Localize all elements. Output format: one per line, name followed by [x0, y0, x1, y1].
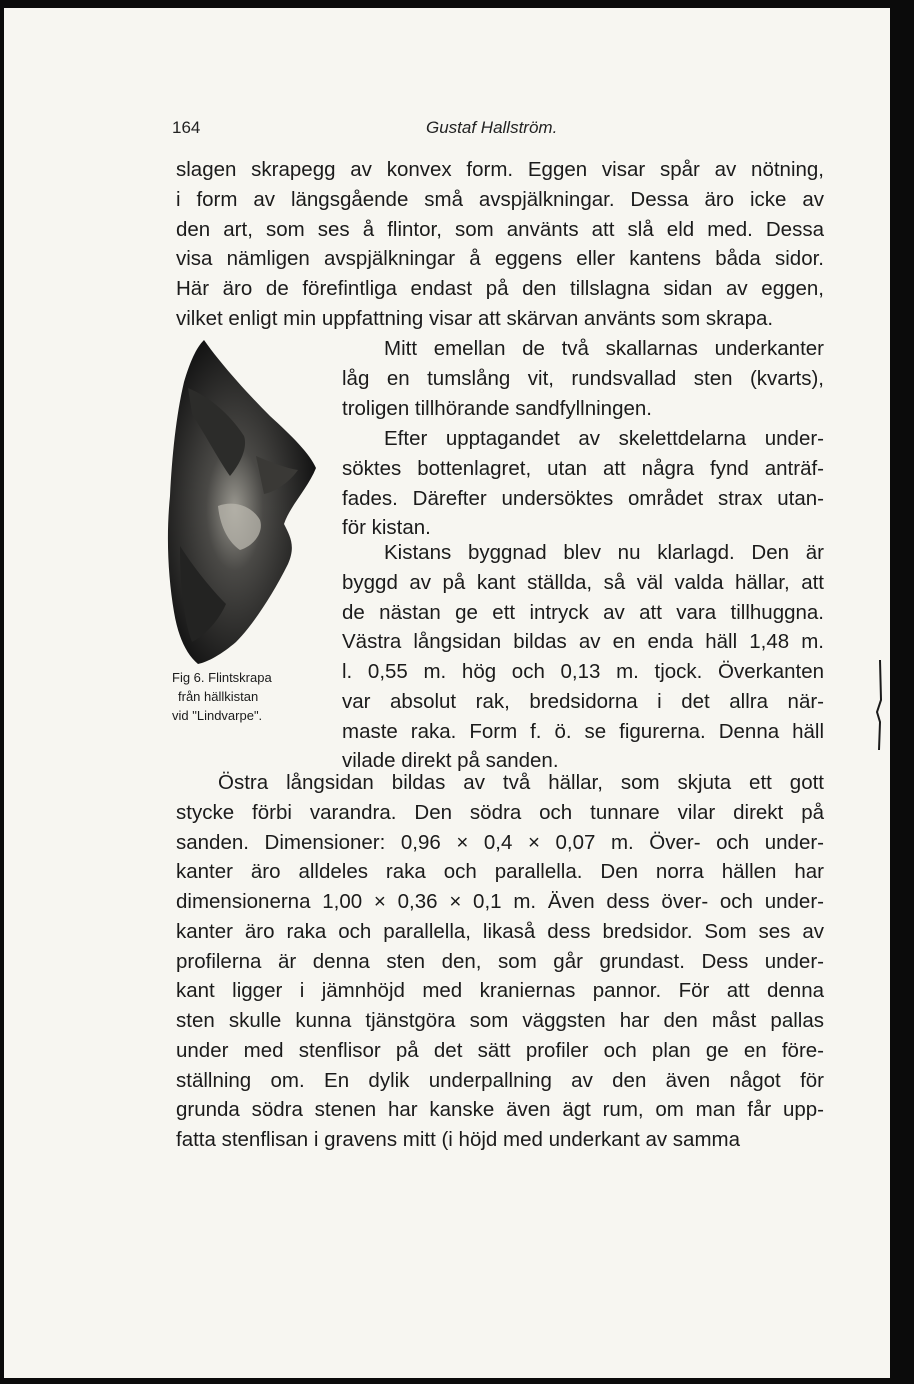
text-line: byggd av på kant ställda, så väl valda hällar, att [342, 570, 824, 594]
flint-scraper-image [160, 336, 320, 666]
text-line: för kistan. [342, 516, 431, 540]
text-line: under med stenflisor på det sätt profiler och plan ge en före- [176, 1038, 824, 1062]
text-line: slagen skrapegg av konvex form. Eggen visar spår av nötning, [176, 158, 824, 181]
text-line: kant ligger i jämnhöjd med kraniernas pannor. För att denna [176, 979, 824, 1003]
text-line: fades. Därefter undersöktes området strax utan- [342, 486, 824, 510]
paragraph-top [176, 155, 824, 334]
text-line: stycke förbi varandra. Den södra och tunnare vilar direkt på [176, 800, 824, 824]
paragraph-stone [342, 334, 824, 423]
text-line: i form av längsgående små avspjälkningar. Dessa äro icke av [176, 187, 824, 211]
text-line: söktes bottenlagret, utan att några fynd anträf- [342, 456, 824, 480]
text-line: fatta stenflisan i gravens mitt (i höjd med underkant av samma [176, 1128, 741, 1151]
text-line: visa nämligen avspjälkningar å eggens eller kantens båda sidor. [176, 247, 824, 271]
running-header [172, 118, 824, 146]
paragraph-bottom [176, 768, 824, 1155]
text-line: profilerna är denna sten den, som går grundast. Dess under- [176, 949, 824, 973]
text-line: vilket enligt min uppfattning visar att skärvan använts som skrapa. [176, 306, 774, 330]
text-line: ställning om. En dylik underpallning av den även något för [176, 1068, 824, 1092]
text-line: var absolut rak, bredsidorna i det allra när- [342, 689, 824, 713]
text-line: maste raka. Form f. ö. se figurerna. Denna häll [342, 719, 824, 743]
text-line: Här äro de förefintliga endast på den tillslagna sidan av eggen, [176, 277, 824, 300]
text-line: l. 0,55 m. hög och 0,13 m. tjock. Överkanten [342, 660, 824, 683]
figure-caption [172, 668, 322, 725]
text-line: Kistans byggnad blev nu klarlagd. Den är [384, 541, 824, 564]
running-author: Gustaf Hallström. [426, 118, 558, 137]
text-line: sten skulle kunna tjänstgöra som väggsten har den måst pallas [176, 1009, 824, 1032]
text-line: Efter upptagandet av skelettdelarna under- [384, 427, 824, 450]
text-line: Mitt emellan de två skallarnas underkanter [384, 337, 824, 360]
text-line: vilade direkt på sanden. [342, 749, 559, 773]
text-line: den art, som ses å flintor, som använts att slå eld med. Dessa [176, 217, 824, 241]
text-line: låg en tumslång vit, rundsvallad sten (kvarts), [342, 366, 824, 390]
caption-line: vid "Lindvarpe". [172, 708, 263, 723]
text-line: de nästan ge ett intryck av att vara tillhuggna. [342, 600, 824, 624]
caption-line: från hällkistan [178, 689, 259, 704]
paragraph-bottom-layer [342, 424, 824, 543]
text-line: troligen tillhörande sandfyllningen. [342, 396, 652, 420]
page-number: 164 [172, 118, 201, 137]
text-line: grunda södra stenen har kanske även ägt rum, om man får upp- [176, 1098, 824, 1122]
caption-line: Fig 6. Flintskrapa [172, 670, 272, 685]
text-line: Östra långsidan bildas av två hällar, som skjuta ett gott [218, 771, 824, 794]
text-line: kanter äro raka och parallella, likaså dess bredsidor. Som ses av [176, 919, 824, 943]
text-line: Västra långsidan bildas av en enda häll 1,48 m. [342, 630, 824, 654]
text-line: dimensionerna 1,00 × 0,36 × 0,1 m. Även dess över- och under- [176, 890, 824, 913]
text-line: sanden. Dimensioner: 0,96 × 0,4 × 0,07 m. Över- och under- [176, 830, 824, 854]
paragraph-cist-construction [342, 538, 824, 776]
page-edge-mark [874, 660, 882, 750]
flint-scraper-figure [160, 336, 320, 666]
text-line: kanter äro alldeles raka och parallella. Den norra hällen har [176, 860, 824, 884]
